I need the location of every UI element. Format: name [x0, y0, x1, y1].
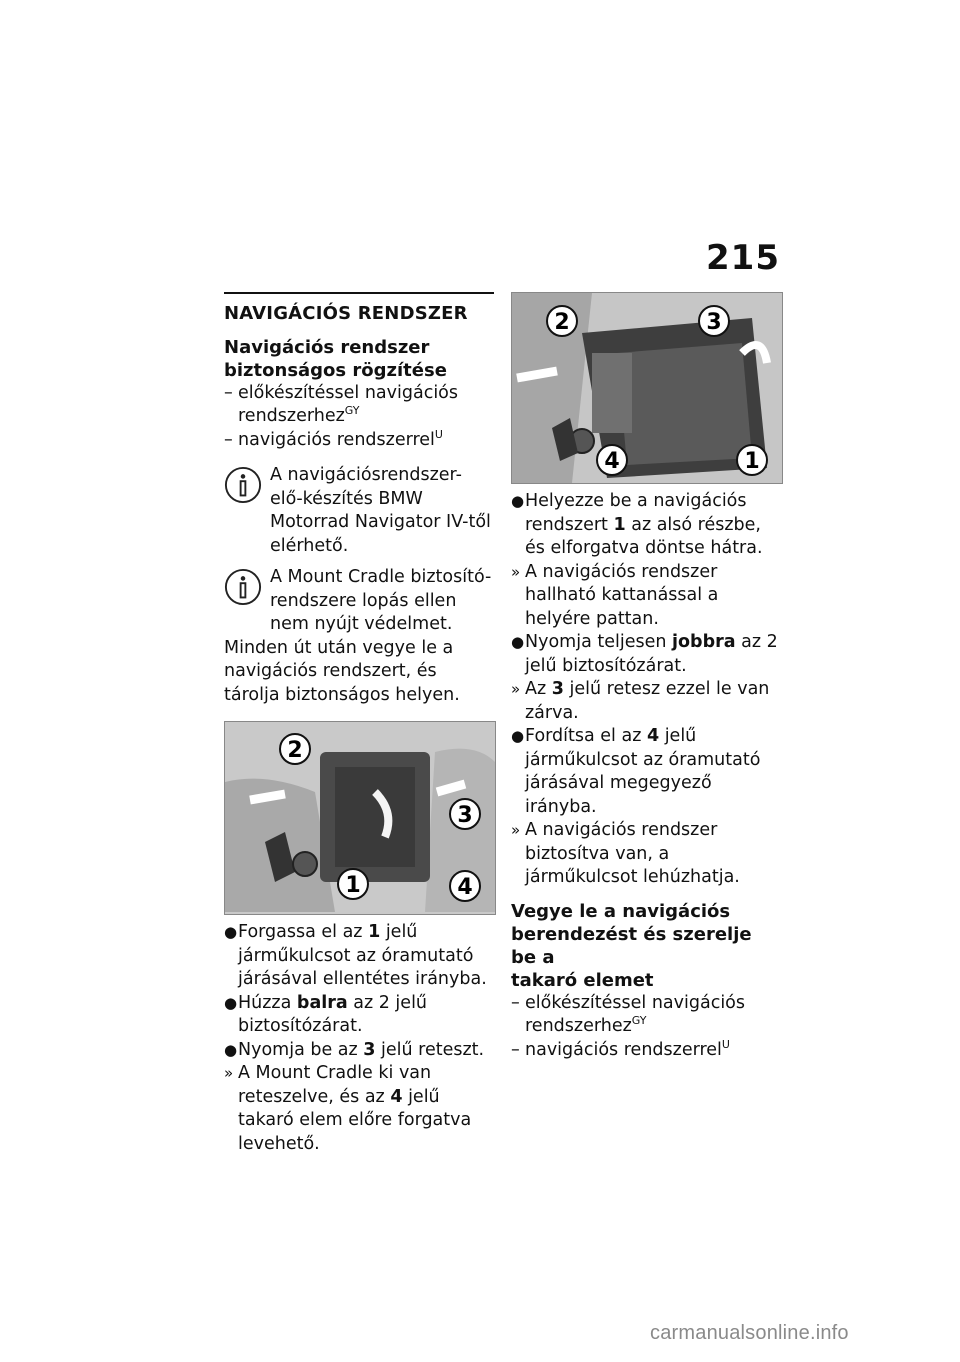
figure-illustration: [512, 293, 782, 483]
figure-label: 2: [287, 738, 303, 763]
info-note: [224, 462, 494, 558]
step-text: Nyomja be az: [238, 1039, 364, 1060]
step-text: jelű járműkulcsot az óramutató járásával ellentétes irányba.: [238, 922, 487, 989]
step-marker: ●: [224, 923, 238, 941]
condition-item: – navigációs rendszerrel$^U$: [511, 1037, 730, 1060]
figure-mount-cradle-removal: [224, 721, 496, 915]
condition-item: – előkészítéssel navigációs rendszerhez$^{GY}$: [224, 382, 459, 426]
note-text: A Mount Cradle biztosító-rendszere lopás ellen nem nyújt védelmet.: [270, 567, 492, 634]
figure-label: 4: [604, 449, 620, 474]
figure-label: 3: [457, 803, 473, 828]
step-item: [511, 490, 781, 561]
step-text: az alsó részbe, és elforgatva döntse hátra.: [525, 514, 763, 558]
figure-label: 1: [345, 873, 361, 898]
condition-text: előkészítéssel navigációs rendszerhez: [238, 382, 459, 426]
step-text: Helyezze be a navigációs rendszert: [525, 491, 747, 535]
figure-label: 3: [706, 310, 722, 335]
note-text: A navigációsrendszer-elő-készítés BMW Motorrad Navigator IV-től elérhető.: [270, 465, 491, 556]
subtitle-line: berendezést és szerelje be a: [511, 923, 752, 968]
step-item: [511, 678, 781, 725]
step-marker: ●: [224, 993, 238, 1012]
subtitle-line: takaró elemet: [511, 969, 654, 991]
condition-sup: GY: [344, 404, 360, 418]
figure-label: 4: [457, 875, 473, 900]
step-text: Az: [525, 679, 552, 699]
info-note: [224, 564, 494, 637]
step-text: A navigációs rendszer hallható kattanással a helyére pattan.: [525, 561, 719, 629]
subtitle: [224, 336, 494, 382]
step-item: [511, 725, 781, 819]
condition-text: navigációs rendszerrel: [238, 429, 435, 450]
step-bold: 4: [646, 726, 660, 746]
condition-text: előkészítéssel navigációs rendszerhez: [525, 992, 746, 1036]
step-text: A navigációs rendszer biztosítva van, a járműkulcsot lehúzhatja.: [525, 820, 740, 887]
step-item: [224, 1062, 494, 1156]
figure-illustration: [225, 722, 495, 914]
step-item: [224, 992, 494, 1039]
step-text: Fordítsa el az: [525, 726, 647, 746]
section-rule: [224, 292, 494, 294]
step-item: [511, 631, 781, 678]
step-marker: »: [511, 562, 521, 581]
subtitle-line: Vegye le a navigációs: [511, 900, 731, 922]
step-item: [224, 1039, 494, 1063]
step-text: Nyomja teljesen: [525, 632, 673, 652]
step-bold: 1: [613, 514, 626, 535]
paragraph: Minden út után vegye le a navigációs rendszert, és tárolja biztonságos helyen.: [224, 637, 460, 705]
section-title: NAVIGÁCIÓS RENDSZER: [224, 303, 468, 324]
page-number: 215: [706, 238, 780, 278]
step-item: [224, 921, 494, 992]
step-text: jelű takaró elem előre forgatva levehető.: [238, 1086, 472, 1154]
step-bold: 3: [551, 679, 564, 699]
subtitle-line: biztonságos rögzítése: [224, 359, 447, 381]
step-text: jelű járműkulcsot az óramutató járásával megegyező irányba.: [525, 726, 761, 817]
left-column: [224, 292, 494, 1156]
condition-text: navigációs rendszerrel: [525, 1039, 722, 1060]
step-text: az 2 jelű biztosítózárat.: [238, 992, 428, 1036]
subtitle-line: Navigációs rendszer: [224, 336, 430, 358]
condition-item: – előkészítéssel navigációs rendszerhez$^{GY}$: [511, 992, 746, 1036]
step-text: Húzza: [238, 992, 297, 1013]
step-text: A Mount Cradle ki van reteszelve, és az: [238, 1063, 432, 1107]
step-marker: ●: [224, 1040, 238, 1059]
step-marker: ●: [511, 633, 525, 651]
step-text: jelű retesz ezzel le van zárva.: [525, 679, 770, 723]
step-marker: »: [511, 680, 521, 698]
step-marker: »: [224, 1064, 234, 1082]
step-marker: »: [511, 821, 521, 839]
step-item: [511, 561, 781, 632]
step-bold: jobbra: [672, 632, 736, 652]
footer-watermark: carmanualsonline.info: [650, 1322, 849, 1344]
condition-item: – navigációs rendszerrel$^U$: [224, 427, 443, 450]
step-bold: 4: [390, 1086, 403, 1107]
figure-navigation-install: [511, 292, 783, 484]
step-bold: 3: [363, 1039, 376, 1060]
step-text: jelű reteszt.: [375, 1039, 485, 1060]
info-icon: [224, 466, 262, 504]
step-bold: balra: [296, 992, 348, 1013]
condition-sup: U: [434, 427, 443, 441]
right-column: [511, 292, 781, 1062]
condition-sup: U: [721, 1037, 730, 1051]
figure-label: 2: [554, 310, 570, 335]
step-item: [511, 819, 781, 890]
step-bold: 1: [368, 922, 381, 942]
info-icon: [224, 568, 262, 606]
step-marker: ●: [511, 492, 525, 510]
step-text: az 2 jelű biztosítózárat.: [525, 632, 778, 676]
step-text: Forgassa el az: [238, 922, 369, 942]
condition-sup: GY: [631, 1014, 647, 1028]
subtitle: [511, 900, 781, 992]
figure-label: 1: [744, 449, 760, 474]
step-marker: ●: [511, 727, 525, 745]
